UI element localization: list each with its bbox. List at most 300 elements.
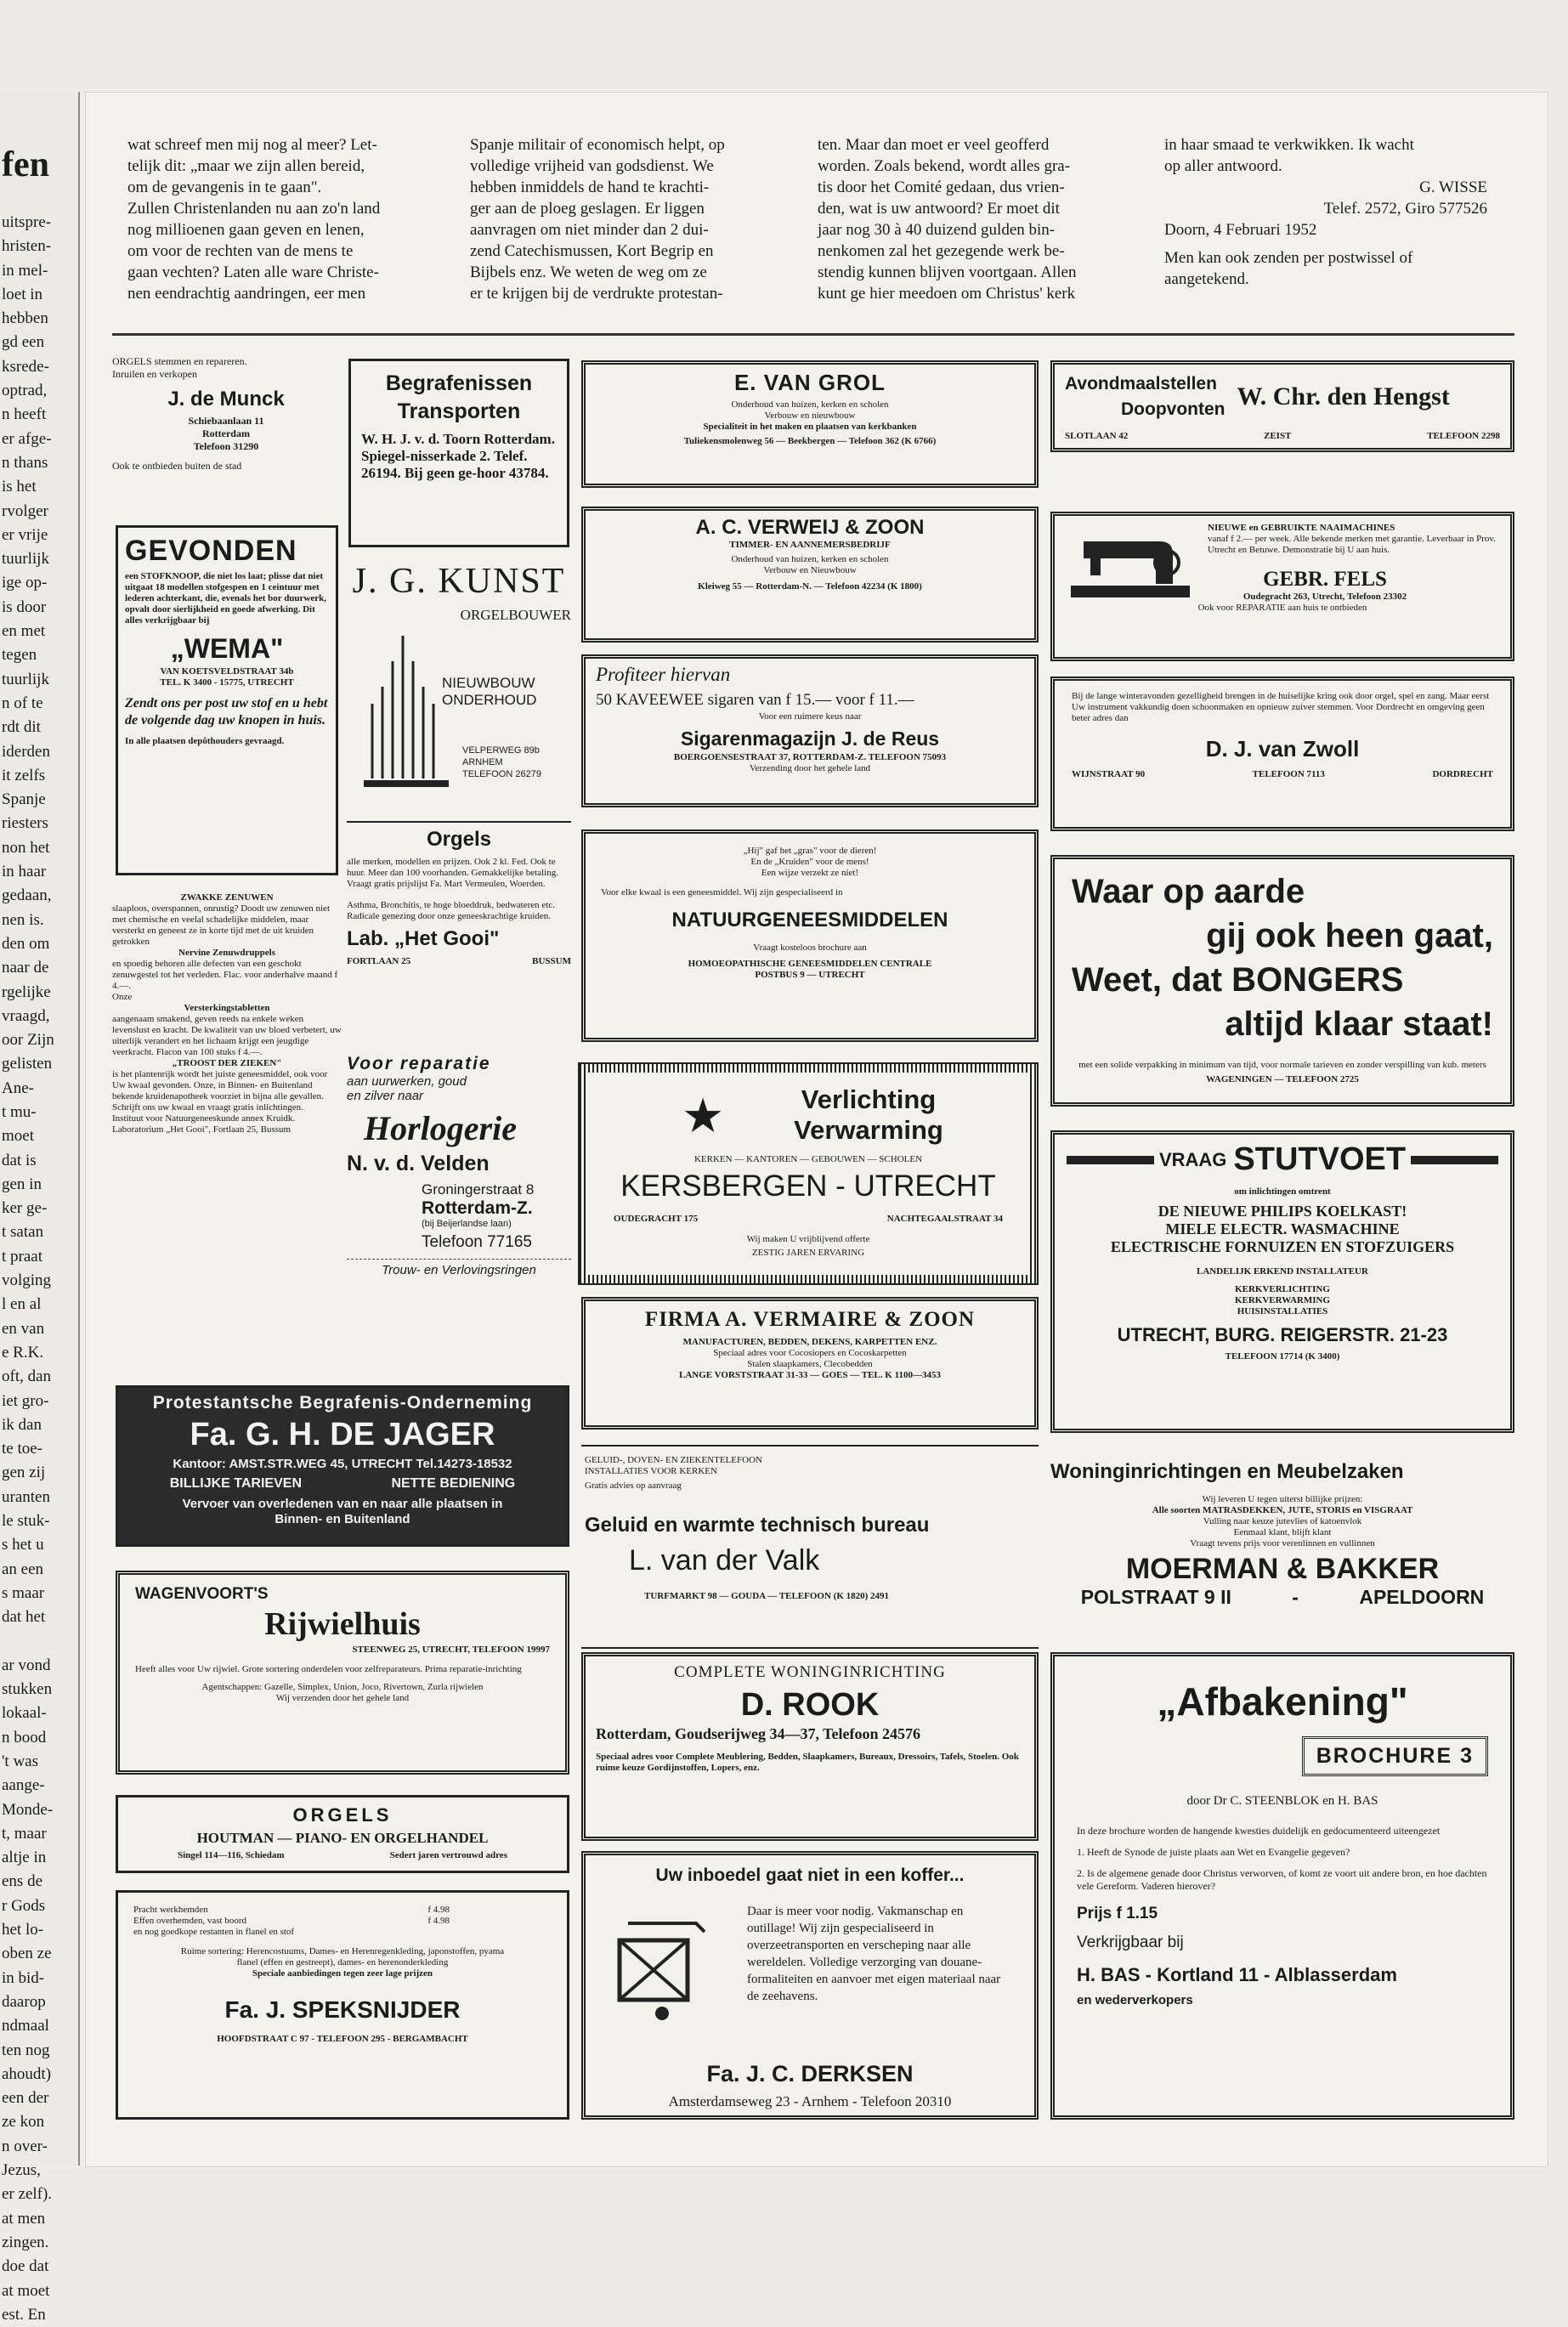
article-line: nen eendrachtig aandringen, eer men — [127, 285, 366, 303]
begraf-title2: Transporten — [397, 399, 521, 423]
afbakening-brochure-label: BROCHURE 3 — [1302, 1736, 1488, 1776]
natuur-name: NATUURGENEESMIDDELEN — [671, 909, 948, 931]
speksnijder-price1: f 4.98 — [427, 1905, 450, 1915]
ad-munck — [112, 355, 340, 507]
bongers-line1: Waar op aarde — [1072, 873, 1305, 910]
velden-address: Groningerstraat 8 — [422, 1181, 535, 1197]
kunst-phone: TELEFOON 26279 — [462, 769, 541, 779]
article-line: in haar smaad te verkwikken. Ik wacht — [1164, 136, 1414, 154]
article-line: jaar nog 30 à 40 duizend gulden bin- — [818, 221, 1056, 239]
strip-line: naar de — [2, 959, 49, 977]
grol-line3: Specialiteit in het maken en plaatsen van kerkbanken — [703, 422, 917, 432]
strip-line: gen zij — [2, 1464, 46, 1482]
article-line: Bijbels enz. We weten de weg om ze — [470, 263, 707, 281]
strip-line: ens de — [2, 1872, 43, 1891]
rook-address: Rotterdam, Goudserijweg 34—37, Telefoon 24576 — [596, 1725, 920, 1742]
strip-line: 't was — [2, 1752, 39, 1770]
strip-line: gedaan, — [2, 886, 52, 905]
jager-heading: Protestantsche Begrafenis-Onderneming — [152, 1393, 533, 1413]
strip-line: er vrije — [2, 525, 48, 544]
article-column-2 — [470, 134, 789, 304]
houtman-title: ORGELS — [292, 1804, 393, 1826]
strip-line: ik dan — [2, 1415, 42, 1434]
strip-line: en van — [2, 1319, 45, 1338]
ad-orgels-gooi — [347, 821, 571, 1044]
ad-van-der-valk — [581, 1445, 1039, 1649]
rook-name: D. ROOK — [740, 1687, 880, 1723]
ad-houtman — [116, 1795, 569, 1873]
moerman-name: MOERMAN & BAKKER — [1125, 1553, 1440, 1585]
hengst-address: SLOTLAAN 42 — [1065, 431, 1129, 441]
munck-name: J. de Munck — [167, 388, 285, 410]
strip-line: e R.K. — [2, 1343, 44, 1362]
strip-line: vraagd, — [2, 1006, 50, 1025]
strip-line: er afge- — [2, 429, 52, 448]
moerman-city: APELDOORN — [1359, 1586, 1485, 1608]
ad-velden — [347, 1054, 571, 1343]
ad-kunst — [347, 556, 571, 809]
natuur-line1: „Hij" gaf het „gras" voor de dieren! — [743, 846, 877, 856]
strip-line: ige op- — [2, 574, 48, 592]
kunst-name: J. G. KUNST — [352, 562, 566, 601]
strip-line: het lo- — [2, 1921, 44, 1939]
strip-line: hristen- — [2, 237, 52, 256]
wagenvoort-address: STEENWEG 25, UTRECHT, TELEFOON 19997 — [352, 1645, 550, 1655]
strip-line: gelisten — [2, 1055, 53, 1073]
moerman-title: Woninginrichtingen en Meubelzaken — [1050, 1460, 1404, 1483]
strip-line: in bid- — [2, 1968, 45, 1987]
begraf-body: W. H. J. v. d. Toorn Rotterdam. Spiegel-nisserkade 2. Telef. 26194. Bij geen ge-hoor 43784. — [361, 431, 555, 481]
strip-line: le stuk- — [2, 1512, 50, 1531]
strip-line: Spanje — [2, 790, 46, 809]
strip-line: ksrede- — [2, 357, 49, 376]
strip-line: loet in — [2, 285, 43, 303]
grol-address: Tuliekensmolenweg 56 — Beekbergen — Telefoon 362 (K 6766) — [683, 436, 937, 446]
vermaire-name: FIRMA A. VERMAIRE & ZOON — [644, 1308, 976, 1331]
ad-afbakening — [1050, 1652, 1514, 2120]
valk-line3: Gratis advies op aanvraag — [585, 1481, 682, 1491]
gooi-address: FORTLAAN 25 — [347, 956, 411, 966]
strip-line: daarop — [2, 1992, 46, 2011]
munck-phone: Telefoon 31290 — [193, 440, 259, 452]
hengst-city: ZEIST — [1263, 431, 1292, 441]
derksen-body: Daar is meer voor nodig. Vakmanschap en outillage! Wij zijn gespecialiseerd in overzeetransporten en verscheping naar alle wereldelen. Volledige verzorging van douane-formaliteiten en aanvoer met eigen materiaal naar de zeehavens. — [747, 1905, 1001, 2003]
strip-line: stukken — [2, 1680, 53, 1699]
afbakening-intro: In deze brochure worden de hangende kwesties duidelijk en gedocumenteerd uiteengezet — [1077, 1825, 1441, 1837]
wagenvoort-agencies: Agentschappen: Gazelle, Simplex, Union, Joco, Rivertown, Zurla rijwielen — [201, 1682, 484, 1692]
natuur-address: POSTBUS 9 — UTRECHT — [755, 970, 865, 980]
hengst-product2: Doopvonten — [1121, 399, 1226, 419]
strip-line: lokaal- — [2, 1704, 47, 1723]
strip-line: er zelf). — [2, 2185, 53, 2204]
valk-line1: GELUID-, DOVEN- EN ZIEKENTELEFOON — [585, 1455, 762, 1465]
article-line: gaan vechten? Laten alle ware Christe- — [127, 263, 379, 281]
gooi-city: BUSSUM — [532, 956, 571, 966]
jager-tariffs: BILLIJKE TARIEVEN — [169, 1476, 302, 1491]
strip-line: Monde- — [2, 1800, 54, 1819]
munck-line2: Inruilen en verkopen — [112, 368, 197, 380]
kunst-service1: NIEUWBOUW — [442, 675, 535, 691]
strip-line: n of te — [2, 694, 43, 712]
velden-footer: Trouw- en Verlovingsringen — [347, 1259, 571, 1277]
kunst-city: ARNHEM — [462, 757, 503, 767]
stutvoet-line2: DE NIEUWE PHILIPS KOELKAST! — [1158, 1203, 1407, 1220]
reus-name: Sigarenmagazijn J. de Reus — [680, 728, 940, 750]
strip-line: tegen — [2, 646, 37, 665]
fels-footer: Ook voor REPARATIE aan huis te ontbieden — [1197, 603, 1367, 613]
strip-text — [0, 211, 78, 2327]
rook-body: Speciaal adres voor Complete Meublering, Bedden, Slaapkamers, Bureaux, Dressoirs, Tafels, Stoelen. Ook ruime keuze Gordijnstoffen, Lopers, enz. — [596, 1752, 1019, 1773]
grol-name: E. VAN GROL — [733, 370, 886, 395]
natuur-line4: Voor elke kwaal is een geneesmiddel. Wij zijn gespecialiseerd in — [601, 887, 843, 897]
strip-line: t satan — [2, 1223, 44, 1242]
bongers-line3: Weet, dat BONGERS — [1072, 961, 1404, 999]
stutvoet-head: VRAAG — [1158, 1148, 1227, 1170]
zwoll-body: Bij de lange winteravonden gezelligheid brengen in de huiselijke kring ook door orgel, spel en zang. Maar eerst Uw instrument vakkundig doen schoonmaken en opnieuw zuiver stemmen. Voor Dordrecht en omgeving geen beter adres dan — [1072, 691, 1490, 723]
afbakening-price: Prijs f 1.15 — [1077, 1905, 1158, 1922]
zenuwen-text3: is het plantenrijk wordt het juiste geneesmiddel, ook voor Uw kwaal gevonden. Onze, in Binnen- en Buitenland bekende kruidenapotheek voorziet in bijna alle gevallen. Schrijft ons uw kwaal en vraagt gratis inlichtingen. — [112, 1069, 328, 1113]
strip-line: hebben — [2, 309, 48, 328]
strip-line: t, maar — [2, 1824, 47, 1843]
article-line: ger aan de ploeg geslagen. Er liggen — [470, 200, 705, 218]
rook-heading: COMPLETE WONINGINRICHTING — [674, 1663, 946, 1681]
velden-name: N. v. d. Velden — [347, 1152, 490, 1175]
strip-line: rvolger — [2, 501, 48, 520]
strip-line: optrad, — [2, 382, 48, 400]
vermaire-line2: Speciaal adres voor Cocosiopers en Cocoskarpetten — [713, 1348, 907, 1358]
article-line: den, wat is uw antwoord? Er moet dit — [818, 200, 1060, 218]
strip-line: in mel- — [2, 261, 48, 280]
strip-heading: fen — [2, 145, 49, 184]
strip-line: oft, dan — [2, 1367, 52, 1386]
velden-city: Rotterdam-Z. — [422, 1198, 533, 1218]
speksnijder-item1: Pracht werkhemden — [133, 1905, 208, 1915]
kersbergen-name: KERSBERGEN - UTRECHT — [620, 1169, 996, 1203]
kersbergen-address1: OUDEGRACHT 175 — [614, 1214, 699, 1224]
article-column-4 — [1164, 134, 1487, 290]
speksnijder-name: Fa. J. SPEKSNIJDER — [224, 1996, 461, 2023]
article-line: Doorn, 4 Februari 1952 — [1164, 221, 1317, 239]
ad-van-grol — [581, 360, 1039, 488]
speksnijder-assortment: Ruime sortering: Herencostuums, Dames- en Herenregenkleding, japonstoffen, pyama flanel (effen en gestreept), dames- en herenonderkleding — [180, 1946, 505, 1967]
ad-verweij — [581, 507, 1039, 643]
ad-stutvoet — [1050, 1130, 1514, 1433]
strip-line: t mu- — [2, 1102, 37, 1121]
ad-den-hengst — [1050, 360, 1514, 452]
strip-line: non het — [2, 838, 50, 857]
strip-line: dat het — [2, 1608, 46, 1627]
stutvoet-name: STUTVOET — [1233, 1141, 1407, 1177]
article-line: op aller antwoord. — [1164, 157, 1282, 175]
wema-name: „WEMA" — [170, 633, 284, 664]
orgels-title: Orgels — [426, 828, 492, 851]
article-line: om voor de rechten van de mens te — [127, 242, 354, 260]
bongers-line2: gij ook heen gaat, — [1206, 917, 1493, 954]
natuur-line2: En de „Kruiden" voor de mens! — [750, 857, 869, 867]
zenuwen-sub3: Versterkingstabletten — [184, 1003, 270, 1013]
article-line: worden. Zoals bekend, wordt alles gra- — [818, 157, 1071, 175]
houtman-address: Singel 114—116, Schiedam — [177, 1850, 285, 1860]
vermaire-line3: Stalen slaapkamers, Clecobedden — [747, 1359, 873, 1369]
strip-line: ahoudt) — [2, 2064, 52, 2083]
gooi-name: Lab. „Het Gooi" — [347, 927, 500, 950]
kunst-service2: ONDERHOUD — [442, 692, 537, 708]
begraf-title1: Begrafenissen — [385, 371, 533, 395]
stutvoet-line4: ELECTRISCHE FORNUIZEN EN STOFZUIGERS — [1110, 1238, 1455, 1255]
houtman-tagline: Sedert jaren vertrouwd adres — [389, 1850, 507, 1860]
jager-transport: Vervoer van overledenen van en naar alle plaatsen in Binnen- en Buitenland — [182, 1497, 503, 1526]
zenuwen-sub1: Nervine Zenuwdruppels — [178, 948, 275, 958]
velden-line1: Voor reparatie — [347, 1054, 491, 1073]
strip-line: in haar — [2, 863, 47, 881]
ad-wagenvoort — [116, 1571, 569, 1775]
reus-headline: Profiteer hiervan — [596, 664, 731, 685]
zenuwen-sub2: Onze — [112, 992, 133, 1002]
speksnijder-address: HOOFDSTRAAT C 97 - TELEFOON 295 - BERGAMBACHT — [217, 2034, 468, 2044]
ad-fels — [1050, 512, 1514, 661]
wagenvoort-shipping: Wij verzenden door het gehele land — [275, 1693, 410, 1703]
bongers-address: WAGENINGEN — TELEFOON 2725 — [1206, 1074, 1359, 1084]
strip-line: gen in — [2, 1175, 42, 1193]
strip-line: n thans — [2, 453, 48, 472]
strip-line: at men — [2, 2209, 46, 2228]
article-line: zend Catechismussen, Kort Begrip en — [470, 242, 714, 260]
verweij-line2: Onderhoud van huizen, kerken en scholen — [731, 554, 889, 564]
strip-line: an een — [2, 1560, 44, 1578]
strip-line: is het — [2, 478, 37, 496]
natuur-line6: HOMOEOPATHISCHE GENEESMIDDELEN CENTRALE — [688, 959, 932, 969]
moerman-line3: Vulling naar keuze jutevlies of katoenvlok — [1203, 1516, 1362, 1526]
kersbergen-address2: NACHTEGAALSTRAAT 34 — [886, 1214, 1003, 1224]
strip-line: zingen. — [2, 2233, 49, 2251]
strip-line: oben ze — [2, 1945, 52, 1963]
natuur-line5: Vraagt kosteloos brochure aan — [753, 943, 867, 953]
strip-line: n heeft — [2, 405, 47, 424]
strip-line: tuurlijk — [2, 550, 49, 569]
strip-line: altje in — [2, 1849, 47, 1867]
strip-line: dat is — [2, 1151, 37, 1169]
afbakening-seller: H. BAS - Kortland 11 - Alblasserdam — [1077, 1964, 1397, 1985]
star-icon: ★ — [682, 1090, 725, 1143]
strip-line: iderden — [2, 742, 50, 761]
strip-line — [2, 1630, 78, 1654]
verweij-trade: TIMMER- EN AANNEMERSBEDRIJF — [729, 540, 891, 550]
afbakening-available: Verkrijgbaar bij — [1077, 1934, 1184, 1951]
strip-line: en met — [2, 622, 46, 641]
afbakening-resellers: en wederverkopers — [1077, 1993, 1193, 2007]
hengst-phone: TELEFOON 2298 — [1427, 431, 1500, 441]
article-line: hebben inmiddels de hand te krachti- — [470, 178, 710, 196]
verweij-line3: Verbouw en Nieuwbouw — [763, 565, 857, 575]
vermaire-address: LANGE VORSTSTRAAT 31-33 — GOES — TEL. K 1100—3453 — [679, 1370, 941, 1380]
kunst-address: VELPERWEG 89b — [462, 745, 540, 756]
article-column-3 — [818, 134, 1136, 304]
wagenvoort-text: Heeft alles voor Uw rijwiel. Grote sortering onderdelen voor zelfreparateurs. Prima reparatie-inrichting — [135, 1664, 522, 1674]
bongers-text: met een solide verpakking in minimum van tijd, voor normale tarieven en zonder verspilling van kub. meters — [1078, 1060, 1486, 1070]
speksnijder-offers: Speciale aanbiedingen tegen zeer lage prijzen — [252, 1968, 433, 1979]
article-line: Telef. 2572, Giro 577526 — [1323, 200, 1487, 218]
section-divider — [112, 333, 1514, 336]
jager-name: Fa. G. H. DE JAGER — [190, 1417, 495, 1452]
reus-footer: Verzending door het gehele land — [749, 763, 871, 773]
article-line: stendig kunnen blijven voortgaan. Allen — [818, 263, 1077, 281]
strip-line: est. En — [2, 2305, 46, 2324]
hengst-product1: Avondmaalstellen — [1065, 374, 1217, 393]
wagenvoort-name: Rijwielhuis — [264, 1606, 421, 1642]
ad-moerman-bakker: Woninginrichtingen en Meubelzaken Wij leveren U tegen uiterst billijke prijzen: Alle soorten MATRASDEKKEN, JUTE, STORIS en VISGRAAT Vulling naar keuze jutevlies of katoenvlok Eenmaal klant, blijft klant Vraagt tevens prijs voor verenlinnen en vullinnen MOERMAN & BAKKER POLSTRAAT 9 II - APELDOORN — [1050, 1460, 1514, 1639]
article-line: Spanje militair of economisch helpt, op — [470, 136, 725, 154]
stutvoet-phone: TELEFOON 17714 (K 3400) — [1225, 1351, 1340, 1362]
article-line: nenkomen zal het gezegende werk be- — [818, 242, 1065, 260]
stutvoet-line3: MIELE ELECTR. WASMACHINE — [1165, 1220, 1400, 1237]
strip-line: uitspre- — [2, 213, 52, 231]
fels-headline: NIEUWE en GEBRUIKTE NAAIMACHINES — [1208, 523, 1395, 533]
ad-natuurgeneesmiddelen — [581, 829, 1039, 1042]
article-line: om de gevangenis in te gaan". — [127, 178, 322, 196]
strip-line: n over- — [2, 2137, 48, 2155]
zenuwen-text1: en spoedig behoren alle defecten van een geschokt zenuwgestel tot het verleden. Flac. voor anderhalve maand f 4.—. — [112, 959, 338, 991]
valk-title: Geluid en warmte technisch bureau — [585, 1514, 930, 1537]
munck-line1: ORGELS stemmen en repareren. — [112, 355, 247, 367]
strip-line: moet — [2, 1127, 34, 1146]
velden-line2: aan uurwerken, goud — [347, 1074, 467, 1089]
strip-line: n bood — [2, 1728, 47, 1747]
ad-wema — [116, 525, 338, 875]
speksnijder-item2: Effen overhemden, vast boord — [133, 1916, 246, 1926]
kersbergen-line3: ZESTIG JAREN ERVARING — [751, 1248, 865, 1258]
strip-line: ze kon — [2, 2113, 45, 2132]
wema-body: een STOFKNOOP, die niet los laat; plisse dat niet uitgaat 18 modellen stofgespen en 1 ceintuur met lederen achterkant, die, evenals het bor duurwerk, opvalt door sierlijkheid en goede afwerking. Dit alles verkrijgbaar bij — [125, 571, 326, 626]
strip-line: rdt dit — [2, 718, 41, 737]
orgels-body: alle merken, modellen en prijzen. Ook 2 kl. Fed. Ook te huur. Meer dan 100 voorhanden. Gemakkelijke betaling. Vraagt gratis prijslijst Fa. Mart Vermeulen, Woerden. — [347, 857, 558, 889]
valk-address: TURFMARKT 98 — GOUDA — TELEFOON (K 1820) 2491 — [644, 1591, 890, 1601]
reus-offer: 50 KAVEEWEE sigaren van f 15.— voor f 11.— — [596, 691, 914, 709]
zwoll-phone: TELEFOON 7113 — [1252, 769, 1325, 779]
strip-line: rgelijke — [2, 982, 51, 1001]
ad-bongers — [1050, 855, 1514, 1107]
munck-note: Ook te ontbieden buiten de stad — [112, 460, 242, 472]
ad-kersbergen — [578, 1062, 1039, 1285]
afbakening-question2: 2. Is de algemene genade door Christus verworven, of komt ze voort uit andere bron, en hoe dachten vele Gereform. Vaderen hierover? — [1077, 1867, 1487, 1892]
fels-name: GEBR. FELS — [1263, 568, 1387, 591]
stutvoet-line1: om inlichtingen omtrent — [1234, 1186, 1331, 1197]
velden-logo: Horlogerie — [364, 1109, 517, 1147]
strip-line: gd een — [2, 333, 45, 352]
strip-line: t praat — [2, 1247, 43, 1265]
ad-speksnijder — [116, 1890, 569, 2120]
strip-line: Ane- — [2, 1079, 34, 1097]
kersbergen-line2: Wij maken U vrijblijvend offerte — [746, 1234, 870, 1244]
moerman-line5: Vraagt tevens prijs voor verenlinnen en vullinnen — [1190, 1538, 1375, 1549]
velden-note: (bij Beijerlandse laan) — [422, 1219, 512, 1229]
natuur-line3: Een wijze verzekt ze niet! — [761, 868, 859, 878]
strip-line: te toe- — [2, 1440, 43, 1458]
article-line: telijk dit: „maar we zijn allen bereid, — [127, 157, 365, 175]
strip-line: aange- — [2, 1776, 45, 1795]
ad-begrafenissen — [348, 359, 569, 547]
reus-address: BOERGOENSESTRAAT 37, ROTTERDAM-Z. TELEFOON 75093 — [673, 752, 947, 762]
jager-address: Kantoor: AMST.STR.WEG 45, UTRECHT Tel.14273-18532 — [173, 1457, 512, 1471]
ad-rook — [581, 1652, 1039, 1841]
fels-address: Oudegracht 263, Utrecht, Telefoon 23302 — [1243, 592, 1407, 602]
afbakening-authors: door Dr C. STEENBLOK en H. BAS — [1186, 1794, 1378, 1808]
ad-de-reus — [581, 654, 1039, 807]
ad-vermaire — [581, 1297, 1039, 1430]
article-line: aangetekend. — [1164, 270, 1249, 288]
derksen-title: Uw inboedel gaat niet in een koffer... — [655, 1866, 965, 1885]
strip-line: iet gro- — [2, 1391, 49, 1410]
wema-phone: TEL. K 3400 - 15775, UTRECHT — [160, 677, 294, 688]
strip-line: ndmaal — [2, 2017, 49, 2035]
strip-line: volging — [2, 1271, 52, 1290]
strip-line: den om — [2, 934, 50, 953]
zenuwen-body: slaaploos, overspannen, onrustig? Doodt uw zenuwen niet met chemische en veelal schadelijke middelen, maar versterkt en geneest ze in korte tijd met de uit kruiden getrokken — [112, 903, 330, 947]
speksnijder-price2: f 4.98 — [427, 1916, 450, 1926]
wema-address: VAN KOETSVELDSTRAAT 34b — [160, 666, 294, 677]
zwoll-city: DORDRECHT — [1432, 769, 1493, 779]
article-column-1 — [127, 134, 446, 304]
strip-line: nen is. — [2, 910, 44, 929]
strip-line: tuurlijk — [2, 670, 49, 688]
article-line: kunt ge hier meedoen om Christus' kerk — [818, 285, 1076, 303]
grol-line2: Verbouw en nieuwbouw — [764, 410, 856, 421]
ad-derksen — [581, 1851, 1039, 2120]
fels-body: vanaf f 2.— per week. Alle bekende merken met garantie. Leverbaar in Prov. Utrecht en Betuwe. Demonstratie bij U aan huis. — [1208, 534, 1496, 555]
zenuwen-text2: aangenaam smakend, geven reeds na enkele weken levenslust en kracht. De kwaliteit van uw bloed verbetert, uw uiterlijk verandert en het lichaam krijgt een jeugdige veerkracht. Flacon van 100 stuks f 4.—. — [112, 1014, 342, 1057]
article-line: G. WISSE — [1419, 178, 1487, 196]
vermaire-line1: MANUFACTUREN, BEDDEN, DEKENS, KARPETTEN ENZ. — [682, 1337, 937, 1347]
organ-pipes-icon — [364, 627, 449, 797]
strip-line: ten nog — [2, 2041, 50, 2059]
kunst-trade: ORGELBOUWER — [460, 607, 571, 623]
strip-line: r Gods — [2, 1896, 46, 1915]
bongers-line4: altijd klaar staat! — [1225, 1005, 1493, 1043]
ad-zenuwen — [112, 892, 342, 1334]
stutvoet-line5: LANDELIJK ERKEND INSTALLATEUR — [1197, 1266, 1368, 1277]
ad-jager — [116, 1385, 569, 1547]
strip-line: riesters — [2, 814, 48, 833]
strip-line: s maar — [2, 1583, 45, 1602]
stutvoet-address: UTRECHT, BURG. REIGERSTR. 21-23 — [1117, 1324, 1448, 1345]
strip-line: een der — [2, 2089, 49, 2108]
strip-line: s het u — [2, 1536, 44, 1554]
munck-address: Schiebaanlaan 11 — [188, 415, 264, 427]
zenuwen-sub4: „TROOST DER ZIEKEN" — [172, 1058, 282, 1068]
article-line: ten. Maar dan moet er veel geofferd — [818, 136, 1050, 154]
article-line: er te krijgen bij de verdrukte protestan- — [470, 285, 723, 303]
reus-line3: Voor een ruimere keus naar — [758, 711, 862, 722]
speksnijder-item3: en nog goedkope restanten in flanel en stof — [133, 1927, 295, 1937]
strip-line: l en al — [2, 1295, 42, 1314]
article-line: nog millioenen gaan geven en lenen, — [127, 221, 365, 239]
jager-service: NETTE BEDIENING — [391, 1476, 516, 1491]
hengst-name: W. Chr. den Hengst — [1237, 382, 1450, 410]
velden-line3: en zilver naar — [347, 1089, 424, 1103]
zenuwen-title: ZWAKKE ZENUWEN — [180, 892, 274, 903]
stutvoet-line8: HUISINSTALLATIES — [1237, 1306, 1328, 1316]
strip-line: it zelfs — [2, 766, 46, 784]
wema-footer: In alle plaatsen depôthouders gevraagd. — [125, 736, 285, 746]
moerman-line4: Eenmaal klant, blijft klant — [1233, 1527, 1332, 1537]
strip-line: Jezus, — [2, 2161, 41, 2180]
wema-slogan: Zendt ons per post uw stof en u hebt de volgende dag uw knopen in huis. — [125, 696, 328, 728]
derksen-name: Fa. J. C. DERKSEN — [706, 2061, 914, 2086]
afbakening-title: „Afbakening" — [1157, 1679, 1408, 1724]
strip-line: at moet — [2, 2281, 50, 2300]
article-line: aanvragen om niet minder dan 2 dui- — [470, 221, 709, 239]
moving-crate-icon — [611, 1915, 713, 2025]
previous-page-strip — [0, 92, 80, 2324]
